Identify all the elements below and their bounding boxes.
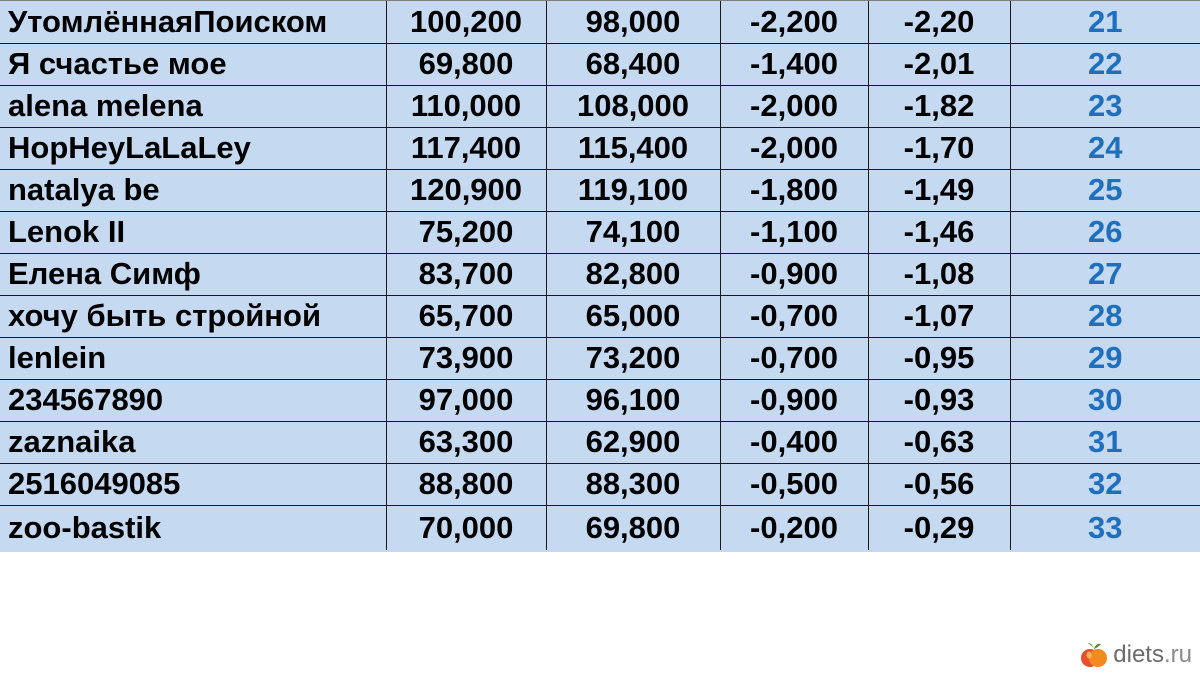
results-table <box>0 1 1200 550</box>
watermark-text: diets.ru <box>1113 641 1192 668</box>
weight-change-cell: -0,200 <box>720 505 868 550</box>
percent-change-cell: -0,29 <box>868 505 1010 550</box>
start-weight-cell: 117,400 <box>386 127 546 169</box>
table-row <box>0 421 1200 463</box>
participant-name-cell: Я счастье мое <box>0 43 386 85</box>
start-weight-cell: 120,900 <box>386 169 546 211</box>
weight-change-cell: -2,200 <box>720 1 868 43</box>
start-weight-cell: 83,700 <box>386 253 546 295</box>
rank-cell: 26 <box>1010 211 1200 253</box>
table-row <box>0 85 1200 127</box>
start-weight-cell: 75,200 <box>386 211 546 253</box>
percent-change-cell: -1,46 <box>868 211 1010 253</box>
weight-change-cell: -1,100 <box>720 211 868 253</box>
table-row <box>0 463 1200 505</box>
participant-name-cell: хочу быть стройной <box>0 295 386 337</box>
table-row <box>0 253 1200 295</box>
percent-change-cell: -2,01 <box>868 43 1010 85</box>
percent-change-cell: -0,56 <box>868 463 1010 505</box>
participant-name-cell: 2516049085 <box>0 463 386 505</box>
percent-change-cell: -2,20 <box>868 1 1010 43</box>
participant-name-cell: Елена Симф <box>0 253 386 295</box>
current-weight-cell: 69,800 <box>546 505 720 550</box>
site-watermark <box>1079 640 1192 670</box>
rank-cell: 23 <box>1010 85 1200 127</box>
percent-change-cell: -1,82 <box>868 85 1010 127</box>
rank-cell: 31 <box>1010 421 1200 463</box>
start-weight-cell: 88,800 <box>386 463 546 505</box>
current-weight-cell: 115,400 <box>546 127 720 169</box>
current-weight-cell: 98,000 <box>546 1 720 43</box>
current-weight-cell: 62,900 <box>546 421 720 463</box>
current-weight-cell: 82,800 <box>546 253 720 295</box>
weight-change-cell: -1,800 <box>720 169 868 211</box>
table-row <box>0 295 1200 337</box>
table-row <box>0 127 1200 169</box>
percent-change-cell: -0,95 <box>868 337 1010 379</box>
rank-cell: 27 <box>1010 253 1200 295</box>
percent-change-cell: -0,93 <box>868 379 1010 421</box>
rank-cell: 30 <box>1010 379 1200 421</box>
current-weight-cell: 65,000 <box>546 295 720 337</box>
start-weight-cell: 70,000 <box>386 505 546 550</box>
participant-name-cell: УтомлённаяПоиском <box>0 1 386 43</box>
participant-name-cell: natalya be <box>0 169 386 211</box>
percent-change-cell: -0,63 <box>868 421 1010 463</box>
participant-name-cell: zaznaika <box>0 421 386 463</box>
weight-change-cell: -1,400 <box>720 43 868 85</box>
start-weight-cell: 100,200 <box>386 1 546 43</box>
weight-change-cell: -0,700 <box>720 337 868 379</box>
start-weight-cell: 63,300 <box>386 421 546 463</box>
current-weight-cell: 108,000 <box>546 85 720 127</box>
table-body <box>0 1 1200 550</box>
current-weight-cell: 88,300 <box>546 463 720 505</box>
participant-name-cell: HopHeyLaLaLey <box>0 127 386 169</box>
percent-change-cell: -1,08 <box>868 253 1010 295</box>
current-weight-cell: 74,100 <box>546 211 720 253</box>
table-row <box>0 505 1200 550</box>
weight-change-cell: -2,000 <box>720 85 868 127</box>
start-weight-cell: 110,000 <box>386 85 546 127</box>
start-weight-cell: 69,800 <box>386 43 546 85</box>
weight-change-cell: -0,900 <box>720 253 868 295</box>
rank-cell: 29 <box>1010 337 1200 379</box>
rank-cell: 21 <box>1010 1 1200 43</box>
percent-change-cell: -1,49 <box>868 169 1010 211</box>
current-weight-cell: 68,400 <box>546 43 720 85</box>
start-weight-cell: 73,900 <box>386 337 546 379</box>
rank-cell: 32 <box>1010 463 1200 505</box>
participant-name-cell: lenlein <box>0 337 386 379</box>
rank-cell: 28 <box>1010 295 1200 337</box>
table-row <box>0 1 1200 43</box>
current-weight-cell: 73,200 <box>546 337 720 379</box>
participant-name-cell: Lenok II <box>0 211 386 253</box>
rank-cell: 33 <box>1088 509 1123 545</box>
current-weight-cell: 96,100 <box>546 379 720 421</box>
percent-change-cell: -1,07 <box>868 295 1010 337</box>
current-weight-cell: 119,100 <box>546 169 720 211</box>
participant-name-cell: zoo-bastik <box>0 505 386 550</box>
table-row <box>0 379 1200 421</box>
percent-change-cell: -1,70 <box>868 127 1010 169</box>
table-row <box>0 211 1200 253</box>
participant-name-cell: 234567890 <box>0 379 386 421</box>
participant-name-cell: alena melena <box>0 85 386 127</box>
start-weight-cell: 97,000 <box>386 379 546 421</box>
weight-change-cell: -0,700 <box>720 295 868 337</box>
rank-cell: 22 <box>1010 43 1200 85</box>
table-row <box>0 43 1200 85</box>
weight-change-cell: -0,500 <box>720 463 868 505</box>
weight-change-cell: -2,000 <box>720 127 868 169</box>
weight-change-cell: -0,400 <box>720 421 868 463</box>
weight-change-cell: -0,900 <box>720 379 868 421</box>
apple-icon <box>1079 640 1109 670</box>
rank-cell: 24 <box>1010 127 1200 169</box>
table-row <box>0 169 1200 211</box>
table-row <box>0 337 1200 379</box>
start-weight-cell: 65,700 <box>386 295 546 337</box>
rank-cell: 25 <box>1010 169 1200 211</box>
